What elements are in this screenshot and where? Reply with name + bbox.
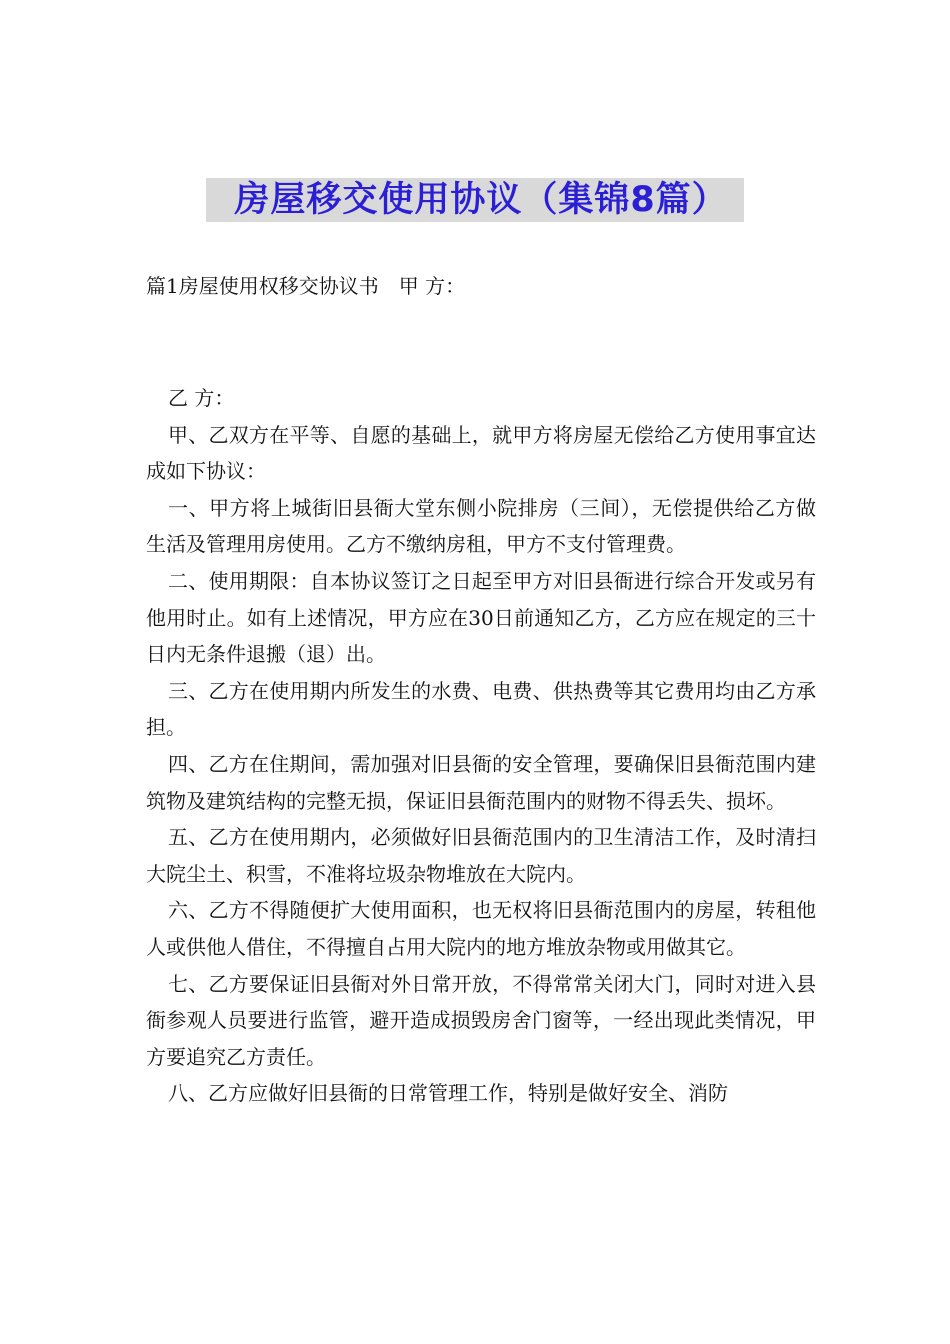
paragraph-clause-3: 三、乙方在使用期内所发生的水费、电费、供热费等其它费用均由乙方承担。 <box>146 678 816 740</box>
paragraph-clause-5: 五、乙方在使用期内，必须做好旧县衙范围内的卫生清洁工作，及时清扫大院尘土、积雪，不准将垃圾杂物堆放在大院内。 <box>146 825 816 886</box>
paragraph-clause-4: 四、乙方在住期间，需加强对旧县衙的安全管理，要确保旧县衙范围内建筑物及建筑结构的完整无损，保证旧县衙范围内的财物不得丢失、损坏。 <box>146 751 816 813</box>
title-container <box>0 178 950 222</box>
paragraph-clause-7: 七、乙方要保证旧县衙对外日常开放，不得常常关闭大门，同时对进入县衙参观人员要进行监管，避开造成损毁房舍门窗等，一经出现此类情况，甲方要追究乙方责任。 <box>146 971 816 1069</box>
paragraph-clause-1: 一、甲方将上城街旧县衙大堂东侧小院排房（三间），无偿提供给乙方做生活及管理用房使用。乙方不缴纳房租，甲方不支付管理费。 <box>146 495 816 557</box>
section-heading: 篇1房屋使用权移交协议书 甲 方： <box>146 274 466 298</box>
document-body <box>146 380 816 1112</box>
paragraph-clause-8: 八、乙方应做好旧县衙的日常管理工作，特别是做好安全、消防 <box>168 1081 728 1106</box>
document-title: 房屋移交使用协议（集锦8篇） <box>206 178 743 222</box>
paragraph-intro: 甲、乙双方在平等、自愿的基础上，就甲方将房屋无偿给乙方使用事宜达成如下协议： <box>146 422 816 484</box>
paragraph-party-b: 乙 方： <box>168 386 235 410</box>
paragraph-clause-2: 二、使用期限：自本协议签订之日起至甲方对旧县衙进行综合开发或另有他用时止。如有上述情况，甲方应在30日前通知乙方，乙方应在规定的三十日内无条件退搬（退）出。 <box>146 568 816 667</box>
paragraph-clause-6: 六、乙方不得随便扩大使用面积，也无权将旧县衙范围内的房屋，转租他人或供他人借住，不得擅自占用大院内的地方堆放杂物或用做其它。 <box>146 898 816 959</box>
